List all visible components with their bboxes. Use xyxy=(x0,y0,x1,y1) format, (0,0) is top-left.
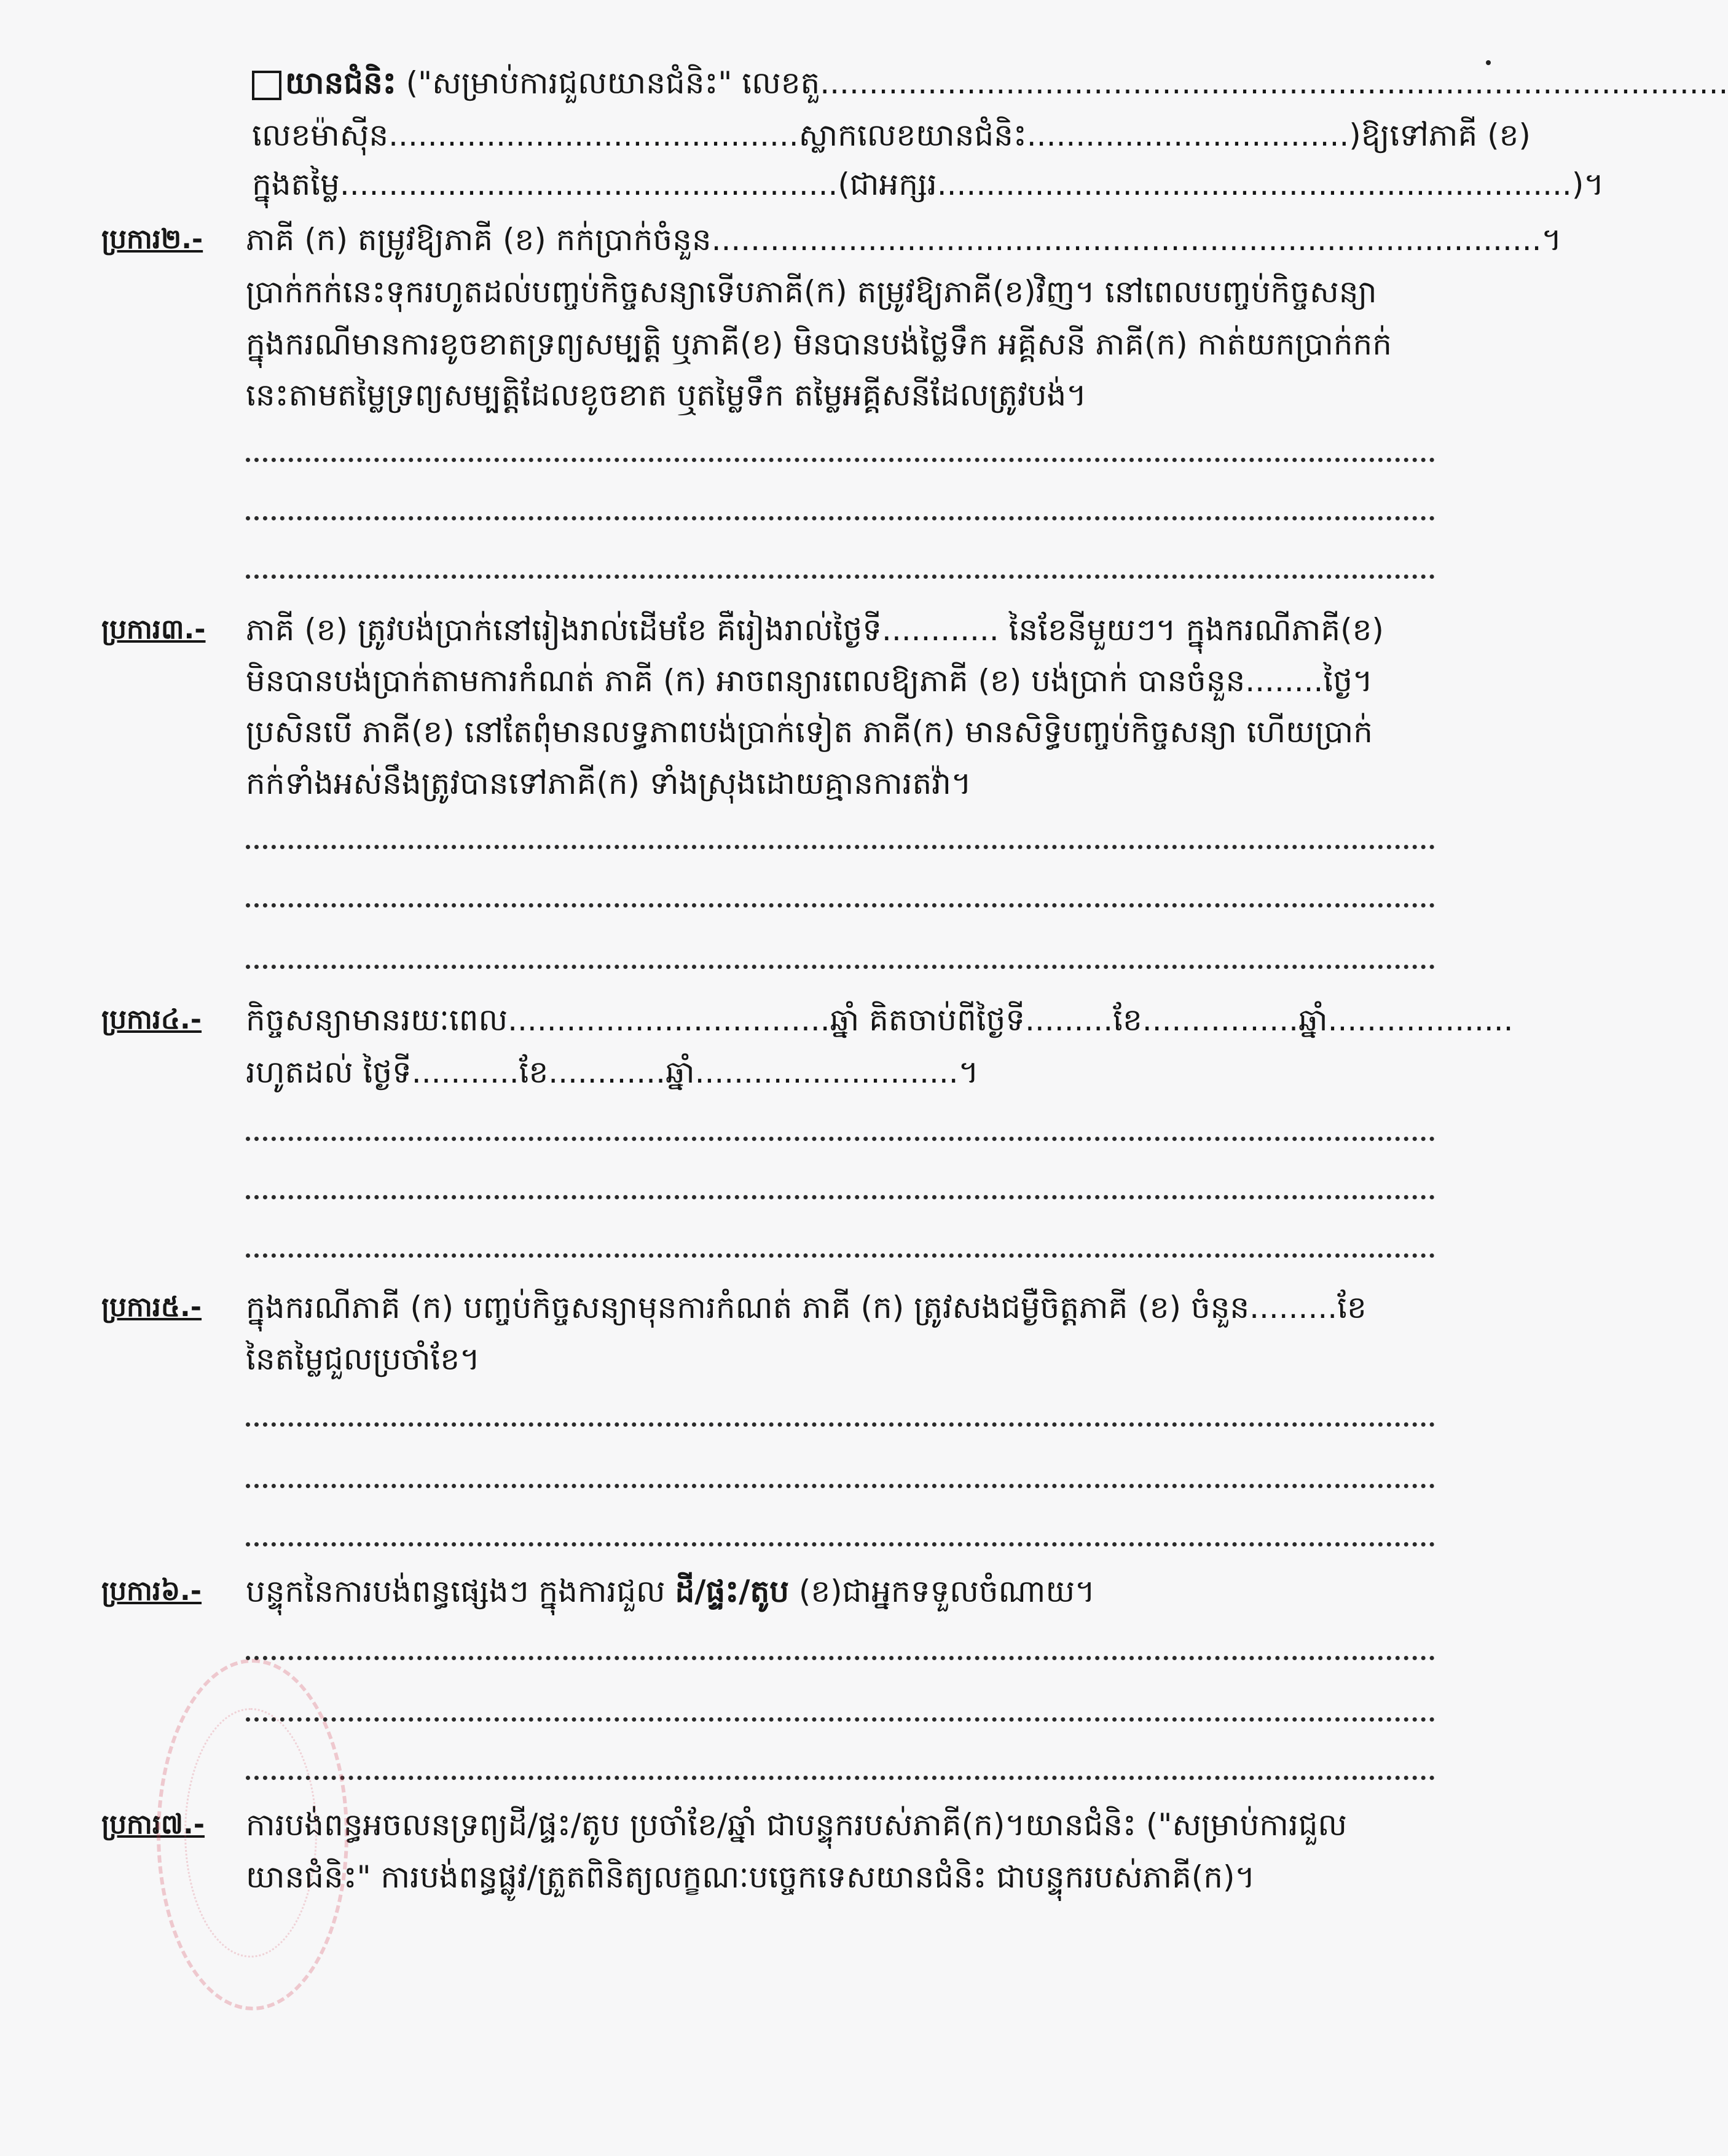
article-6-text-before: បន្ទុកនៃការបង់ពន្ធផ្សេងៗ ក្នុងការជួល xyxy=(246,1574,675,1609)
dotted-fill-line xyxy=(246,1536,1435,1546)
dotted-fill-line xyxy=(246,568,1435,579)
dotted-fill-line xyxy=(246,1770,1435,1780)
article-5-label: ប្រការ៥.- xyxy=(101,1292,202,1323)
article-7-label: ប្រការ៧.- xyxy=(101,1809,205,1840)
article-6-line-1 xyxy=(246,1570,1438,1613)
article-2-line-3: ក្នុងករណីមានការខូចខាតទ្រព្យសម្បត្តិ ឬភាគី(ខ) មិនបានបង់ថ្លៃទឹក អគ្គីសនី ភាគី(ក) កាត់យកប្រាក់កក់ xyxy=(246,326,1392,362)
dotted-fill-line xyxy=(246,510,1435,520)
vehicle-line-2: លេខម៉ាស៊ីន..........................................ស្លាកលេខយានជំនិះ.................................)ឱ្យទៅភាគី (ខ) xyxy=(252,117,1531,153)
dotted-fill-line xyxy=(246,1247,1435,1258)
faded-seal-inner-ring xyxy=(184,1708,317,1958)
article-2-line-4: នេះតាមតម្លៃទ្រព្យសម្បត្តិដែលខូចខាត ឬតម្លៃទឹក តម្លៃអគ្គីសនីដែលត្រូវបង់។ xyxy=(246,377,1087,413)
article-4-line-2: រហូតដល់ ថ្ងៃទី...........ខែ............ឆ្នាំ...........................។ xyxy=(246,1054,979,1090)
dotted-fill-line xyxy=(246,1416,1435,1427)
dotted-fill-line xyxy=(246,1478,1435,1488)
dotted-fill-line xyxy=(246,452,1435,462)
vehicle-checkbox[interactable] xyxy=(252,71,281,100)
dotted-fill-line xyxy=(246,1711,1435,1722)
article-6-label: ប្រការ៦.- xyxy=(101,1575,202,1607)
article-7-line-2: យានជំនិះ" ការបង់ពន្ធផ្លូវ/ត្រួតពិនិត្យលក្ខណៈបច្ចេកទេសយានជំនិះ ជាបន្ទុករបស់ភាគី(ក)។ xyxy=(246,1859,1255,1895)
dotted-fill-line xyxy=(246,1131,1435,1141)
article-3-line-4: កក់ទាំងអស់នឹងត្រូវបានទៅភាគី(ក) ទាំងស្រុងដោយគ្មានការតវ៉ា។ xyxy=(246,766,972,801)
article-7-line-1: ការបង់ពន្ធអចលនទ្រព្យដី/ផ្ទះ/តូប ប្រចាំខែ/ឆ្នាំ ជាបន្ទុករបស់ភាគី(ក)។យានជំនិះ ("សម្រាប់ការជួល xyxy=(246,1807,1348,1843)
vehicle-checkbox-label: យានជំនិះ xyxy=(285,65,396,101)
scan-speck xyxy=(1486,60,1491,65)
article-3-line-2: មិនបានបង់ប្រាក់តាមការកំណត់ ភាគី (ក) អាចពន្យារពេលឱ្យភាគី (ខ) បង់ប្រាក់ បានចំនួន........ថ្ងៃ។ xyxy=(246,663,1373,699)
dotted-fill-line xyxy=(246,958,1435,969)
dotted-fill-line xyxy=(246,839,1435,849)
vehicle-line-1-text: ("សម្រាប់ការជួលយានជំនិះ" លេខតួ............................................................................................. xyxy=(406,65,1728,101)
article-4-label: ប្រការ៤.- xyxy=(101,1004,202,1035)
vehicle-line-3: ក្នុងតម្លៃ...................................................(ជាអក្សរ.................................................................)។ xyxy=(252,167,1604,202)
article-3-label: ប្រការ៣.- xyxy=(101,614,206,645)
article-5-line-1: ក្នុងករណីភាគី (ក) បញ្ចប់កិច្ចសន្យាមុនការកំណត់ ភាគី (ក) ត្រូវសងជម្ងឺចិត្តភាគី (ខ) ចំនួន.........ខែ xyxy=(246,1290,1367,1325)
article-3-line-1: ភាគី (ខ) ត្រូវបង់ប្រាក់នៅរៀងរាល់ដើមខែ គឺរៀងរាល់ថ្ងៃទី............ នៃខែនីមួយៗ។ ក្នុងករណីភាគី(ខ) xyxy=(246,612,1384,648)
article-3-line-3: ប្រសិនបើ ភាគី(ខ) នៅតែពុំមានលទ្ធភាពបង់ប្រាក់ទៀត ភាគី(ក) មានសិទ្ធិបញ្ចប់កិច្ចសន្យា ហើយប្រាក់ xyxy=(246,714,1373,750)
article-2-line-1: ភាគី (ក) តម្រូវឱ្យភាគី (ខ) កក់ប្រាក់ចំនួន.....................................................................................។ xyxy=(246,222,1562,257)
dotted-fill-line xyxy=(246,897,1435,907)
article-5-line-2: នៃតម្លៃជួលប្រចាំខែ។ xyxy=(246,1341,481,1377)
article-4-line-1: កិច្ចសន្យាមានរយៈពេល.................................ឆ្នាំ គិតចាប់ពីថ្ងៃទី.........ខែ................ឆ្នាំ................... xyxy=(246,1002,1514,1038)
article-2-label: ប្រការ២.- xyxy=(101,224,203,255)
article-6-text-after: (ខ)ជាអ្នកទទួលចំណាយ។ xyxy=(789,1574,1096,1609)
article-6-text-bold: ដី/ផ្ទះ/តូប xyxy=(675,1574,789,1609)
article-2-line-2: ប្រាក់កក់នេះទុករហូតដល់បញ្ចប់កិច្ចសន្យាទើបភាគី(ក) តម្រូវឱ្យភាគី(ខ)វិញ។ នៅពេលបញ្ចប់កិច្ចសន្យា xyxy=(246,274,1377,310)
vehicle-line-1 xyxy=(252,61,1728,104)
dotted-fill-line xyxy=(246,1650,1435,1660)
dotted-fill-line xyxy=(246,1189,1435,1199)
